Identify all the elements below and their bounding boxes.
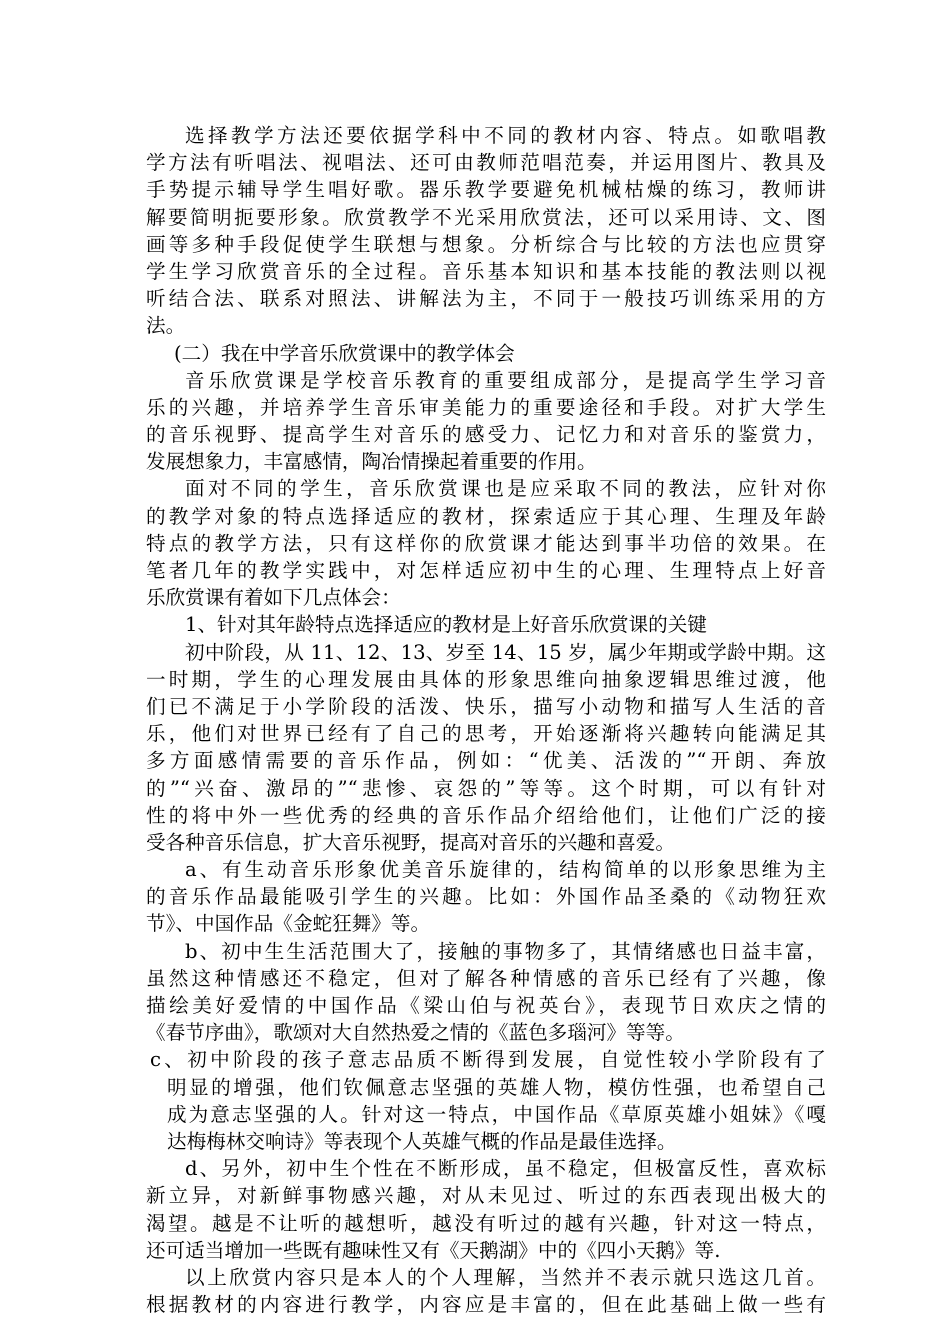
paragraph-line: 根据教材的内容进行教学，内容应是丰富的，但在此基础上做一些有	[146, 1293, 826, 1317]
section-heading: (二）我在中学音乐欣赏课中的教学体会	[174, 341, 515, 365]
paragraph-line: 性的将中外一些优秀的经典的音乐作品介绍给他们，让他们广泛的接	[146, 803, 826, 827]
paragraph-line: 《春节序曲》，歌颂对大自然热爱之情的《蓝色多瑙河》等等。	[146, 1021, 685, 1045]
paragraph-line: 听结合法、联系对照法、讲解法为主，不同于一般技巧训练采用的方	[146, 287, 826, 311]
paragraph-line: 渴望。越是不让听的越想听，越没有听过的越有兴趣，针对这一特点，	[146, 1211, 826, 1235]
paragraph-line: 解要简明扼要形象。欣赏教学不光采用欣赏法，还可以采用诗、文、图	[146, 205, 826, 229]
paragraph-line: d、另外，初中生个性在不断形成，虽不稳定，但极富反性，喜欢标	[185, 1157, 826, 1181]
paragraph-line: 乐，他们对世界已经有了自己的思考，开始逐渐将兴趣转向能满足其	[146, 722, 826, 746]
document-body	[146, 122, 826, 1318]
paragraph-line: 描绘美好爱情的中国作品《梁山伯与祝英台》，表现节日欢庆之情的	[146, 994, 826, 1017]
paragraph-line: 学生学习欣赏音乐的全过程。音乐基本知识和基本技能的教法则以视	[146, 259, 826, 283]
paragraph-line: c、初中阶段的孩子意志品质不断得到发展，自觉性较小学阶段有了	[150, 1048, 826, 1072]
paragraph-line: 节》、中国作品《金蛇狂舞》等。	[146, 912, 431, 936]
paragraph-line: 法。	[146, 314, 186, 338]
paragraph-line: 乐欣赏课有着如下几点体会：	[146, 586, 401, 610]
paragraph-line: 多方面感情需要的音乐作品，例如：“优美、活泼的”“开朗、奔放	[146, 749, 826, 773]
paragraph-line: 的”“兴奋、激昂的”“悲惨、哀怨的”等等。这个时期，可以有针对	[146, 776, 826, 800]
subheading: 1、针对其年龄特点选择适应的教材是上好音乐欣赏课的关键	[185, 613, 707, 637]
paragraph-line: 的教学对象的特点选择适应的教材，探索适应于其心理、生理及年龄	[146, 504, 826, 528]
paragraph-line: 选择教学方法还要依据学科中不同的教材内容、特点。如歌唱教	[185, 124, 826, 147]
paragraph-line: 初中阶段，从 11、12、13、岁至 14、15 岁，属少年期或学龄中期。这	[185, 640, 826, 664]
paragraph-line: 发展想象力，丰富感情，陶冶情操起着重要的作用。	[146, 450, 597, 474]
paragraph-line: 以上欣赏内容只是本人的个人理解，当然并不表示就只选这几首。	[185, 1265, 826, 1289]
paragraph-line: 虽然这种情感还不稳定，但对了解各种情感的音乐已经有了兴趣，像	[146, 966, 826, 990]
paragraph-line: 们已不满足于小学阶段的活泼、快乐，描写小动物和描写人生活的音	[146, 694, 826, 718]
paragraph-line: 学方法有听唱法、视唱法、还可由教师范唱范奏，并运用图片、教具及	[146, 151, 826, 175]
paragraph-line: 手势提示辅导学生唱好歌。器乐教学要避免机械枯燥的练习，教师讲	[146, 178, 826, 202]
paragraph-line: 的音乐视野、提高学生对音乐的感受力、记忆力和对音乐的鉴赏力，	[146, 423, 826, 447]
paragraph-line: 成为意志坚强的人。针对这一特点，中国作品《草原英雄小姐妹》《嘎	[167, 1102, 826, 1126]
paragraph-line: 的音乐作品最能吸引学生的兴趣。比如：外国作品圣桑的《动物狂欢	[146, 885, 826, 909]
paragraph-line: 画等多种手段促使学生联想与想象。分析综合与比较的方法也应贯穿	[146, 232, 826, 256]
paragraph-line: 乐的兴趣，并培养学生音乐审美能力的重要途径和手段。对扩大学生	[146, 395, 826, 419]
paragraph-line: a、有生动音乐形象优美音乐旋律的，结构简单的以形象思维为主	[185, 858, 826, 882]
paragraph-line: 特点的教学方法，只有这样你的欣赏课才能达到事半功倍的效果。在	[146, 531, 826, 555]
paragraph-line: 还可适当增加一些既有趣味性又有《天鹅湖》中的《四小天鹅》等.	[146, 1238, 721, 1262]
paragraph-line: 笔者几年的教学实践中，对怎样适应初中生的心理、生理特点上好音	[146, 559, 826, 582]
paragraph-line: 受各种音乐信息，扩大音乐视野，提高对音乐的兴趣和喜爱。	[146, 830, 676, 854]
paragraph-line: 明显的增强，他们钦佩意志坚强的英雄人物，模仿性强，也希望自己	[167, 1075, 826, 1099]
paragraph-line: 新立异，对新鲜事物感兴趣，对从未见过、听过的东西表现出极大的	[146, 1184, 826, 1208]
paragraph-line: 一时期，学生的心理发展由具体的形象思维向抽象逻辑思维过渡，他	[146, 667, 826, 691]
paragraph-line: b、初中生生活范围大了，接触的事物多了，其情绪感也日益丰富，	[185, 939, 826, 963]
paragraph-line: 音乐欣赏课是学校音乐教育的重要组成部分，是提高学生学习音	[185, 368, 826, 392]
paragraph-line: 面对不同的学生，音乐欣赏课也是应采取不同的教法，应针对你	[185, 477, 826, 501]
paragraph-line: 达梅梅林交响诗》等表现个人英雄气概的作品是最佳选择。	[167, 1129, 677, 1153]
